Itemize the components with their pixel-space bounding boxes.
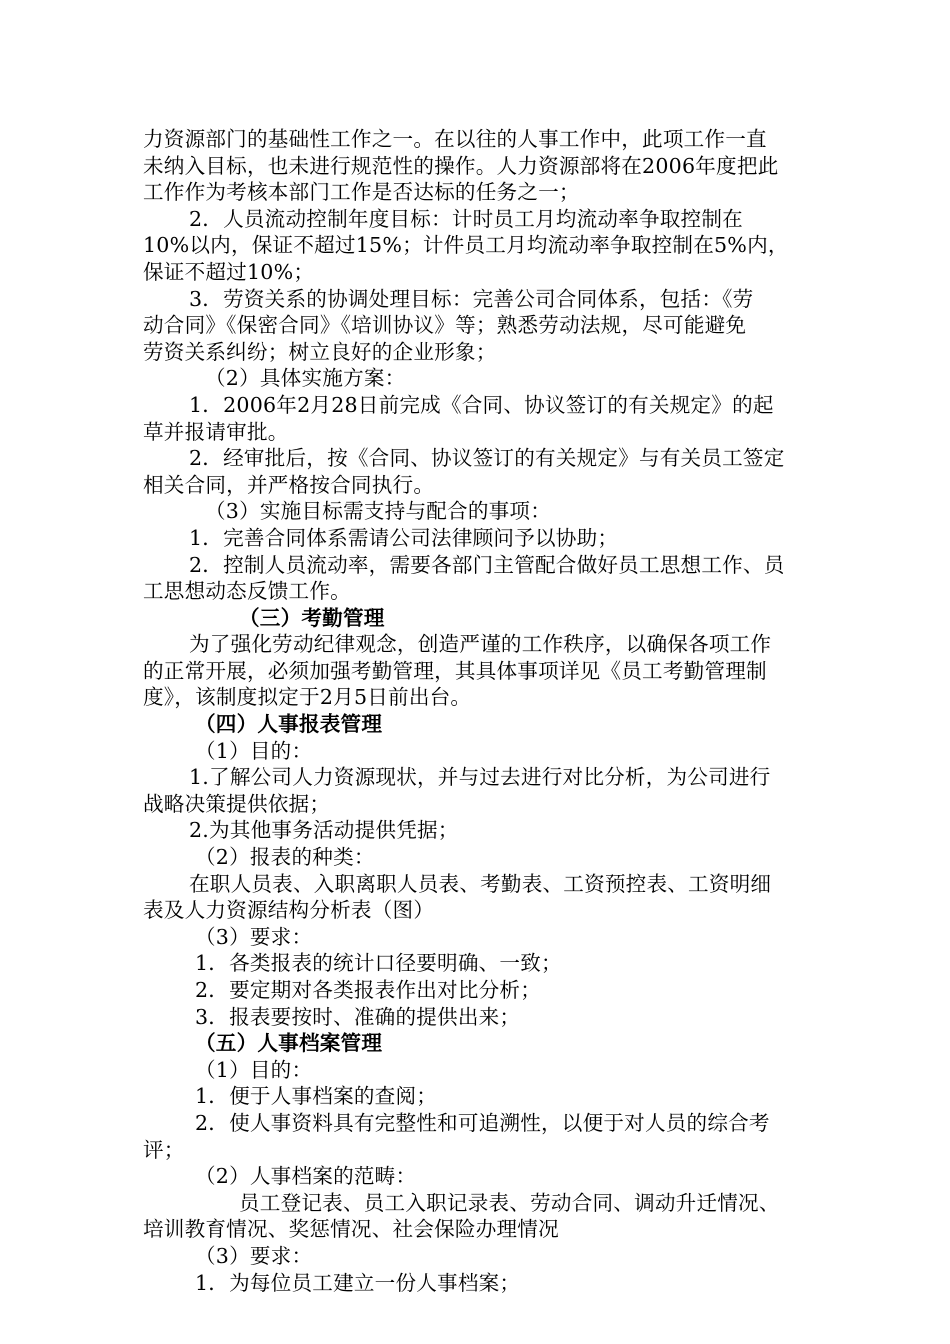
section-heading: （四）人事报表管理 — [195, 712, 383, 737]
text-line: 草并报请审批。 — [143, 419, 289, 444]
text-line: 2．控制人员流动率，需要各部门主管配合做好员工思想工作、员 — [189, 552, 785, 577]
text-line: 1．完善合同体系需请公司法律顾问予以协助； — [189, 525, 619, 550]
text-line: 为了强化劳动纪律观念，创造严谨的工作秩序，以确保各项工作 — [189, 632, 772, 657]
document-body — [143, 126, 828, 1296]
text-line: 战略决策提供依据； — [143, 791, 331, 816]
subsection-heading: （3）要求： — [195, 1243, 313, 1268]
text-line: 相关合同，并严格按合同执行。 — [143, 472, 435, 497]
text-line: 2．经审批后，按《合同、协议签订的有关规定》与有关员工签定 — [189, 446, 785, 471]
section-heading: （三）考勤管理 — [239, 605, 385, 630]
text-line: 的正常开展，必须加强考勤管理，其具体事项详见《员工考勤管理制 — [143, 658, 767, 683]
text-line: 未纳入目标，也未进行规范性的操作。人力资源部将在2006年度把此 — [143, 153, 779, 178]
text-line: 1．便于人事档案的查阅； — [195, 1084, 438, 1109]
text-line: 力资源部门的基础性工作之一。在以往的人事工作中，此项工作一直 — [143, 127, 767, 151]
text-line: 1.了解公司人力资源现状，并与过去进行对比分析，为公司进行 — [189, 765, 771, 790]
text-line: 1．各类报表的统计口径要明确、一致； — [195, 951, 562, 976]
text-line: 员工登记表、员工入职记录表、劳动合同、调动升迁情况、 — [239, 1190, 780, 1215]
text-line: 表及人力资源结构分析表（图） — [143, 898, 435, 923]
text-line: 动合同》《保密合同》《培训协议》等；熟悉劳动法规，尽可能避免 — [143, 313, 747, 338]
subsection-heading: （3）实施目标需支持与配合的事项： — [205, 499, 552, 524]
text-line: 2．人员流动控制年度目标：计时员工月均流动率争取控制在 — [189, 206, 743, 231]
text-line: 3．报表要按时、准确的提供出来； — [195, 1004, 521, 1029]
text-line: 工思想动态反馈工作。 — [143, 579, 351, 604]
subsection-heading: （3）要求： — [195, 924, 313, 949]
text-line: 度》，该制度拟定于2月5日前出台。 — [143, 685, 472, 710]
text-line: 2.为其他事务活动提供凭据； — [189, 818, 459, 843]
text-line: 2．要定期对各类报表作出对比分析； — [195, 978, 542, 1002]
subsection-heading: （1）目的： — [195, 738, 313, 763]
text-line: 2．使人事资料具有完整性和可追溯性，以便于对人员的综合考 — [195, 1110, 770, 1135]
text-line: 1．为每位员工建立一份人事档案； — [195, 1270, 521, 1295]
text-line: 在职人员表、入职离职人员表、考勤表、工资预控表、工资明细 — [189, 871, 772, 896]
text-line: 3．劳资关系的协调处理目标：完善公司合同体系，包括：《劳 — [189, 286, 754, 311]
section-heading: （五）人事档案管理 — [195, 1031, 383, 1056]
text-line: 1．2006年2月28日前完成《合同、协议签订的有关规定》的起 — [189, 392, 774, 417]
text-line: 保证不超过10%； — [143, 259, 315, 284]
subsection-heading: （1）目的： — [195, 1057, 313, 1082]
text-line: 劳资关系纠纷；树立良好的企业形象； — [143, 339, 497, 364]
text-line: 10%以内，保证不超过15%；计件员工月均流动率争取控制在5%内， — [143, 233, 789, 258]
subsection-heading: （2）报表的种类： — [195, 845, 375, 870]
subsection-heading: （2）具体实施方案： — [205, 366, 406, 391]
text-line: 工作作为考核本部门工作是否达标的任务之一； — [143, 180, 580, 205]
text-line: 评； — [143, 1137, 185, 1162]
subsection-heading: （2）人事档案的范畴： — [195, 1164, 417, 1189]
text-line: 培训教育情况、奖惩情况、社会保险办理情况 — [143, 1217, 559, 1242]
